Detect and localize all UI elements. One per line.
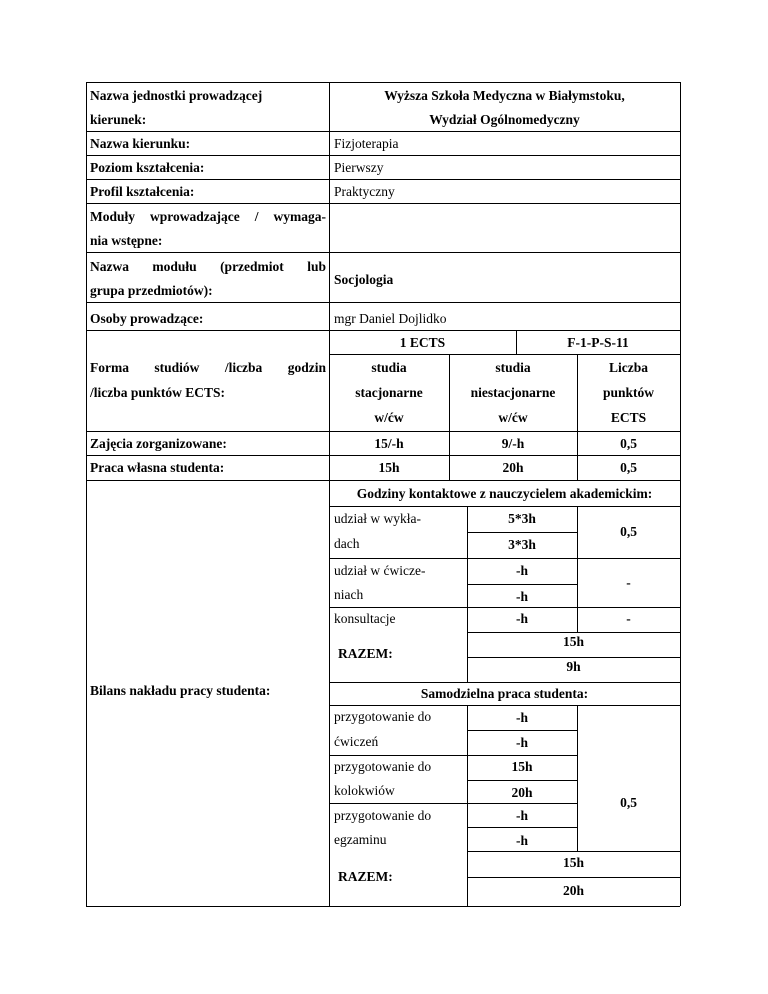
row-organized-points: 0,5: [620, 436, 637, 451]
lectures-points: 0,5: [620, 524, 637, 539]
module-name-label-word: modułu: [152, 259, 197, 274]
consult-label: konsultacje: [334, 611, 396, 626]
col-extramural-line1: studia: [495, 360, 531, 375]
modules-label-word: Moduły: [90, 209, 136, 224]
prep-exam-label-line2: egzaminu: [334, 832, 387, 847]
form-label-line1: [90, 360, 326, 376]
self-total-1: 15h: [562, 855, 584, 870]
form-label-word: Forma: [90, 360, 129, 375]
row-selfwork-points: 0,5: [620, 460, 637, 475]
prep-exam-hours-2: -h: [515, 833, 528, 848]
prep-exercises-hours-2: -h: [515, 735, 528, 750]
prep-exam-label-line1: przygotowanie do: [334, 808, 432, 823]
self-work-points: 0,5: [620, 795, 637, 810]
prep-colloquia-hours-1: 15h: [511, 759, 533, 774]
col-points-line3: ECTS: [610, 410, 647, 425]
row-selfwork-stationary: 15h: [378, 460, 400, 475]
unit-value-line1: Wyższa Szkoła Medyczna w Białymstoku,: [384, 88, 625, 103]
prep-exercises-hours-1: -h: [515, 710, 528, 725]
self-total-2: 20h: [562, 883, 584, 898]
prep-colloquia-hours-2: 20h: [511, 785, 533, 800]
course-code: F-1-P-S-11: [567, 335, 629, 350]
level-value: Pierwszy: [334, 160, 384, 175]
profile-value: Praktyczny: [334, 184, 395, 199]
consult-hours: -h: [515, 611, 528, 626]
module-name-value: Socjologia: [334, 272, 394, 287]
level-label: Poziom kształcenia:: [90, 160, 205, 175]
col-stationary-line2: stacjonarne: [355, 385, 423, 400]
col-extramural-line2: niestacjonarne: [470, 385, 556, 400]
col-points-line1: Liczba: [609, 360, 648, 375]
exercises-hours-1: -h: [515, 563, 528, 578]
field-value: Fizjoterapia: [334, 136, 399, 151]
exercises-label-line2: niach: [334, 587, 364, 602]
modules-label-word: /: [254, 209, 259, 224]
contact-total-label: RAZEM:: [338, 646, 393, 661]
prep-exam-hours-1: -h: [515, 808, 528, 823]
modules-label-word: wymaga-: [273, 209, 326, 224]
col-stationary-line3: w/ćw: [374, 410, 404, 425]
self-total-label: RAZEM:: [338, 869, 393, 884]
modules-label-line1: [90, 209, 326, 225]
lectures-hours-2: 3*3h: [508, 537, 536, 552]
col-extramural-line3: w/ćw: [498, 410, 528, 425]
module-name-label-word: (przedmiot: [220, 259, 284, 274]
module-name-label-line2: grupa przedmiotów):: [90, 283, 213, 298]
exercises-label-line1: udział w ćwicze-: [334, 563, 426, 578]
lectures-label-line1: udział w wykła-: [334, 511, 421, 526]
field-label: Nazwa kierunku:: [90, 136, 191, 151]
contact-total-1: 15h: [562, 634, 584, 649]
form-label-word: /liczba: [224, 360, 263, 375]
prep-exercises-label-line1: przygotowanie do: [334, 709, 432, 724]
row-selfwork-extramural: 20h: [502, 460, 524, 475]
teachers-label: Osoby prowadzące:: [90, 311, 204, 326]
module-name-label-line1: [90, 259, 326, 275]
exercises-points: -: [626, 575, 631, 590]
unit-label-line2: kierunek:: [90, 112, 147, 127]
consult-points: -: [626, 611, 631, 626]
form-label-word: studiów: [154, 360, 200, 375]
ects-value: 1 ECTS: [399, 335, 446, 350]
prep-colloquia-label-line2: kolokwiów: [334, 783, 395, 798]
lectures-label-line2: dach: [334, 536, 360, 551]
contact-title: Godziny kontaktowe z nauczycielem akademickim:: [356, 486, 653, 501]
form-label-word: godzin: [287, 360, 326, 375]
module-name-label-word: Nazwa: [90, 259, 129, 274]
form-label-line2: /liczba punktów ECTS:: [90, 385, 226, 400]
module-name-label-word: lub: [307, 259, 326, 274]
modules-label-word: wprowadzające: [150, 209, 240, 224]
prep-colloquia-label-line1: przygotowanie do: [334, 759, 432, 774]
row-organized-stationary: 15/-h: [374, 436, 404, 451]
row-organized-extramural: 9/-h: [501, 436, 525, 451]
balance-label: Bilans nakładu pracy studenta:: [90, 683, 271, 698]
modules-label-line2: nia wstępne:: [90, 233, 163, 248]
row-selfwork-label: Praca własna studenta:: [90, 460, 225, 475]
col-points-line2: punktów: [602, 385, 655, 400]
teachers-value: mgr Daniel Dojlidko: [334, 311, 447, 326]
exercises-hours-2: -h: [515, 589, 528, 604]
lectures-hours-1: 5*3h: [508, 511, 536, 526]
prep-exercises-label-line2: ćwiczeń: [334, 734, 379, 749]
self-work-title: Samodzielna praca studenta:: [420, 686, 589, 701]
row-organized-label: Zajęcia zorganizowane:: [90, 436, 227, 451]
unit-label-line1: Nazwa jednostki prowadzącej: [90, 88, 263, 103]
contact-total-2: 9h: [566, 659, 581, 674]
col-stationary-line1: studia: [371, 360, 407, 375]
unit-value-line2: Wydział Ogólnomedyczny: [429, 112, 580, 127]
profile-label: Profil kształcenia:: [90, 184, 195, 199]
